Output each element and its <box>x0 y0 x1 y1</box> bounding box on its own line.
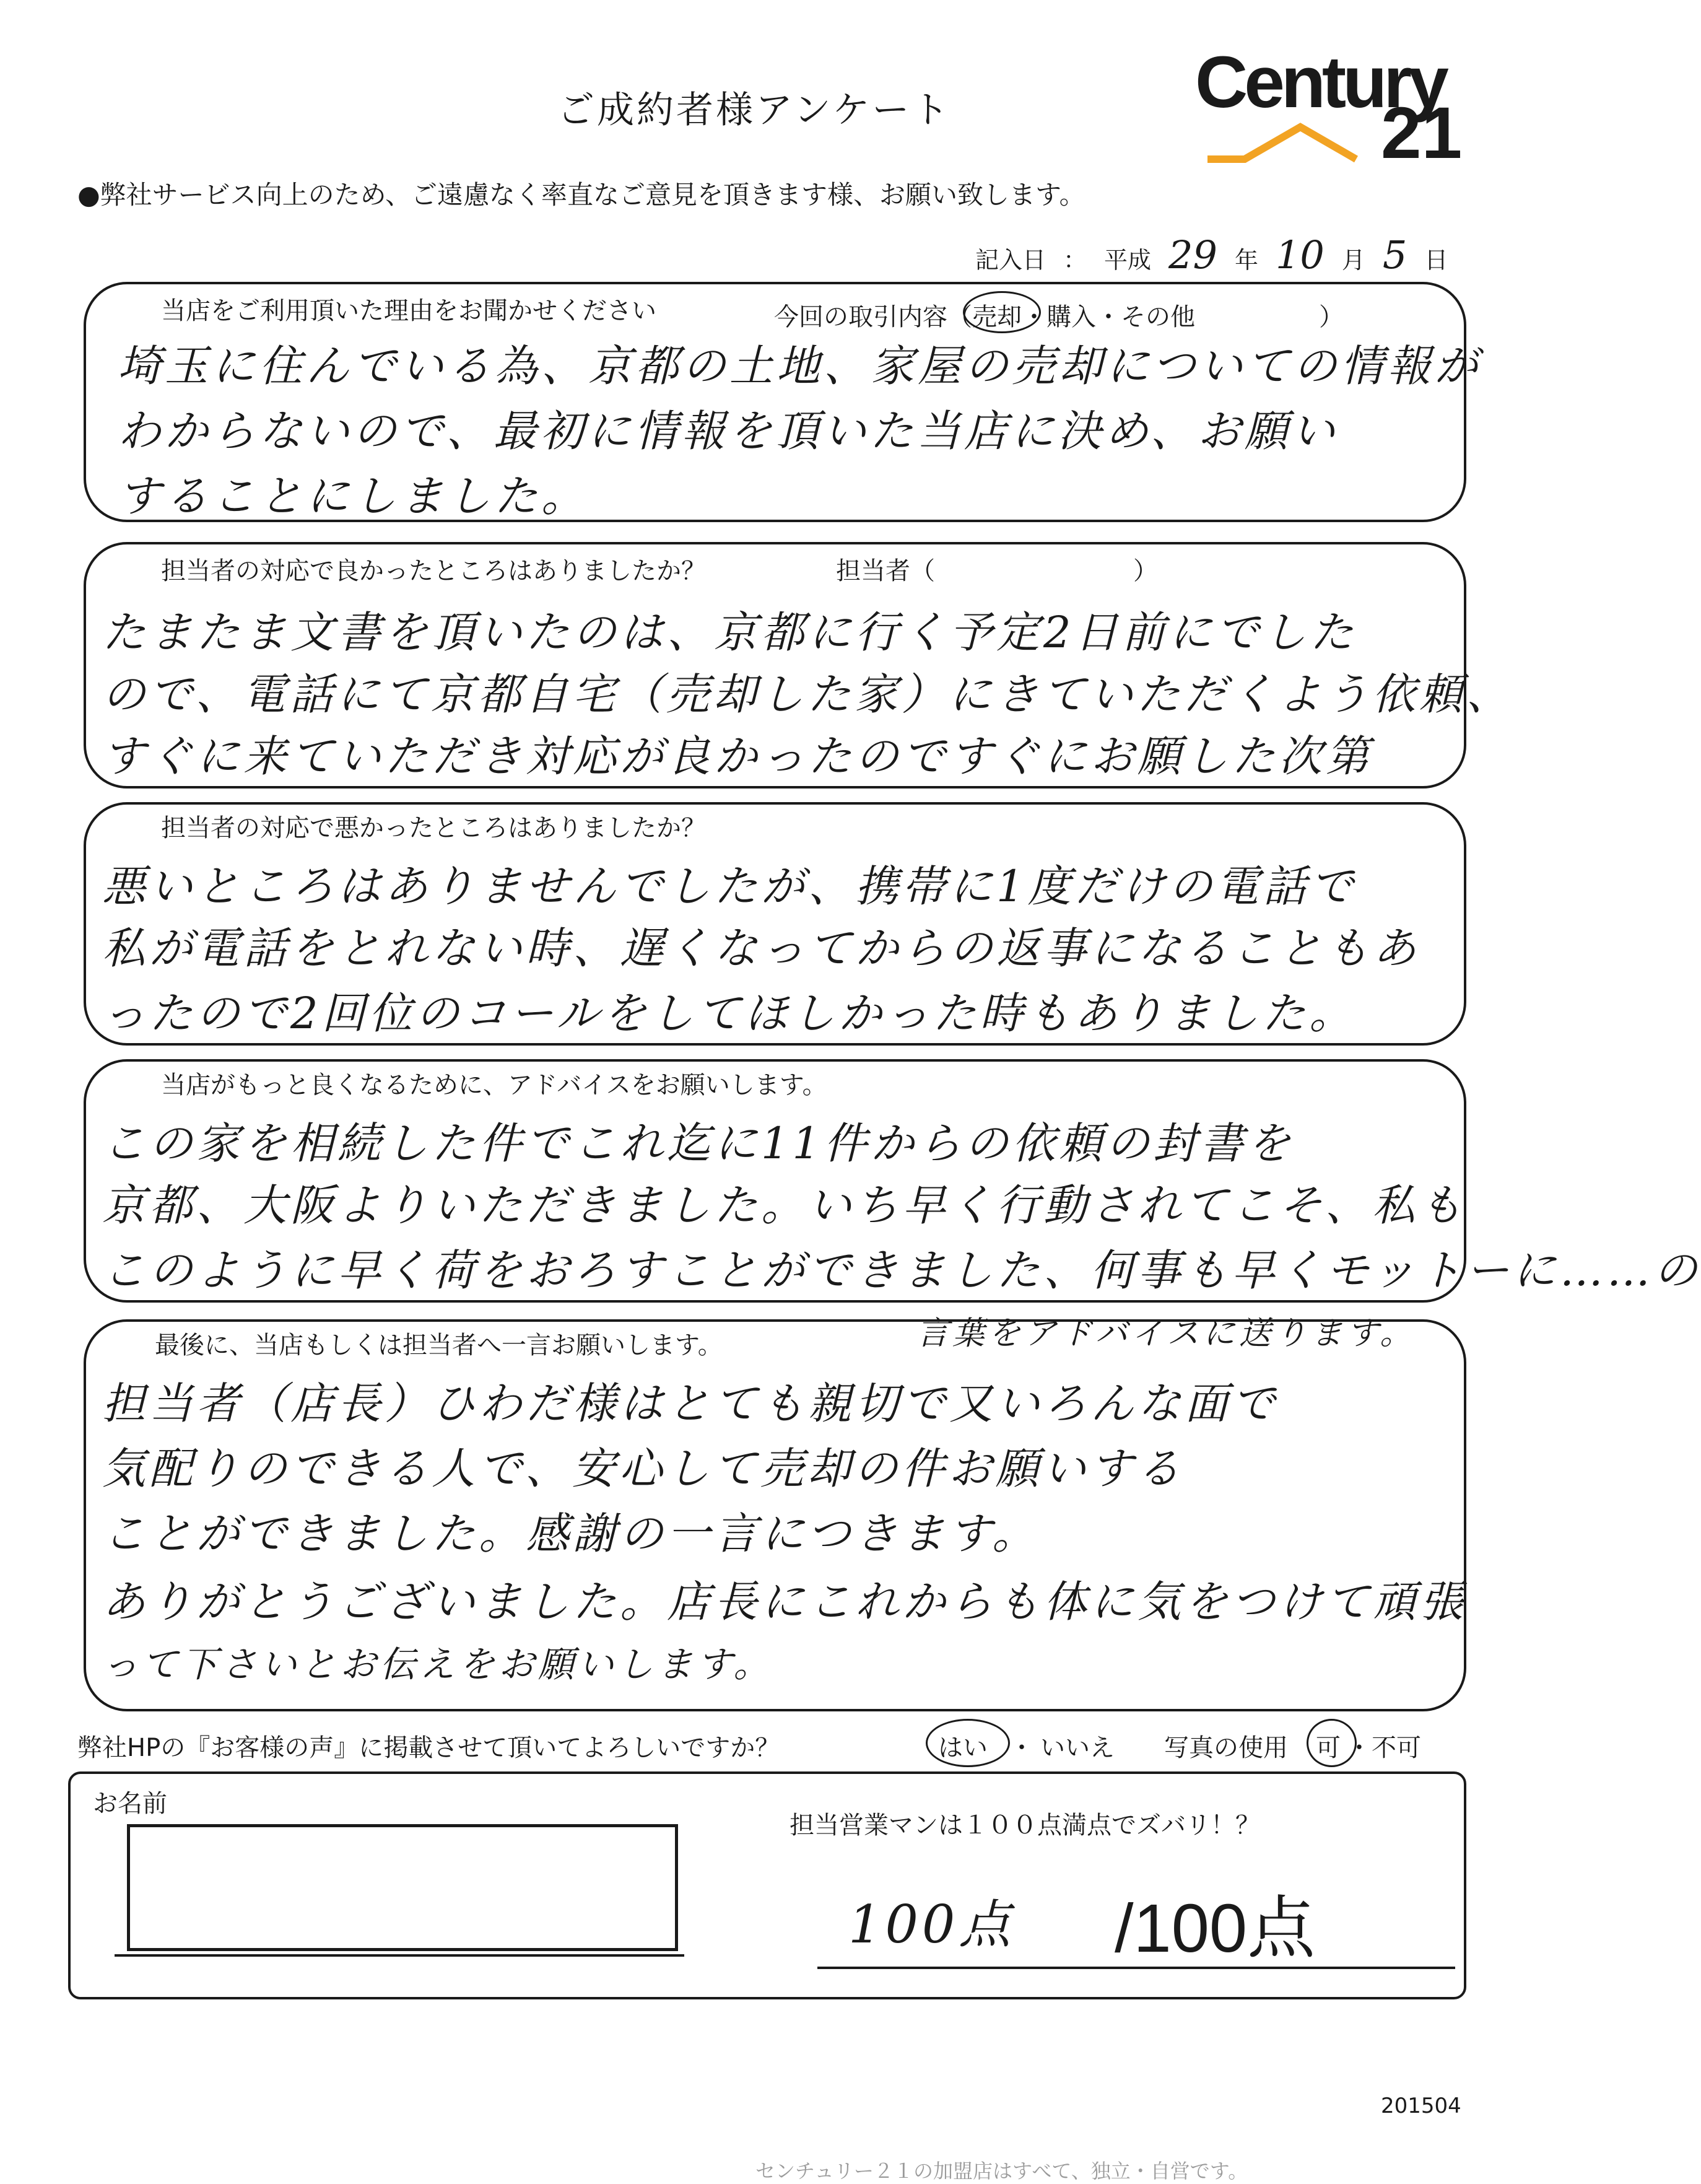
message-line-1: 担当者（店長）ひわだ様はとても親切で又いろんな面で <box>102 1378 1279 1429</box>
good-points-question: 担当者の対応で良かったところはありましたか？ <box>161 557 706 585</box>
page-title: ご成約者様アンケート <box>557 89 952 132</box>
footer-note: センチュリー２１の加盟店はすべて、独立・自営です。 <box>755 2159 1248 2183</box>
name-underline <box>115 1954 684 1957</box>
message-line-3: ことができました。感謝の一言につきます。 <box>102 1508 1039 1559</box>
staff-label: 担当者（ ） <box>836 557 1158 585</box>
consent-no: いいえ <box>1040 1734 1115 1762</box>
message-aside: 言葉をアドバイスに送ります。 <box>916 1315 1416 1352</box>
name-redaction-box <box>127 1824 678 1951</box>
bad-points-question: 担当者の対応で悪かったところはありましたか？ <box>161 814 706 842</box>
bad-points-line-2: 私が電話をとれない時、遅くなってからの返事になることもあ <box>102 923 1420 974</box>
deal-type-label: 今回の取引内容（売却・購入・その他 ） <box>774 303 1344 331</box>
consent-question: 弊社HPの『お客様の声』に掲載させて頂いてよろしいですか？ <box>77 1734 780 1762</box>
entry-date <box>975 232 1465 277</box>
advice-line-1: この家を相続した件でこれ迄に11件からの依頼の封書を <box>102 1118 1295 1169</box>
date-era: 平成 <box>1104 247 1152 274</box>
score-question: 担当営業マンは１００点満点でズバリ！？ <box>790 1811 1260 1840</box>
bad-points-line-3: ったので2回位のコールをしてほしかった時もありました。 <box>102 988 1357 1039</box>
advice-line-3: このように早く荷をおろすことができました、何事も早くモットーに……の <box>102 1245 1701 1296</box>
score-max: /100点 <box>1115 1890 1316 1967</box>
consent-separator: ・ <box>1009 1734 1034 1762</box>
reason-answer-line-1: 埼玉に住んでいる為、京都の土地、家屋の売却についての情報が <box>118 341 1482 391</box>
message-line-2: 気配りのできる人で、安心して売却の件お願いする <box>102 1443 1184 1494</box>
deal-type-selected-circle <box>963 291 1041 333</box>
bad-points-line-1: 悪いところはありませんでしたが、携帯に1度だけの電話で <box>102 861 1357 912</box>
message-line-5: って下さいとお伝えをお願いします。 <box>102 1643 773 1685</box>
photo-separator: ・ <box>1347 1734 1372 1762</box>
date-month-unit: 月 <box>1341 247 1365 274</box>
score-underline <box>817 1967 1455 1969</box>
good-points-line-1: たまたま文書を頂いたのは、京都に行く予定2日前にでした <box>102 607 1357 658</box>
intro-text: ●弊社サービス向上のため、ご遠慮なく率直なご意見を頂きます様、お願い致します。 <box>77 180 1085 210</box>
date-colon: ： <box>1063 247 1087 274</box>
photo-no: 不可 <box>1372 1734 1421 1762</box>
photo-label: 写真の使用 <box>1164 1734 1288 1762</box>
message-line-4: ありがとうございました。店長にこれからも体に気をつけて頑張 <box>102 1576 1467 1627</box>
date-year-unit: 年 <box>1234 247 1258 274</box>
advice-line-2: 京都、大阪よりいただきました。いち早く行動されてこそ、私も <box>102 1180 1466 1231</box>
reason-question: 当店をご利用頂いた理由をお聞かせください <box>161 297 656 325</box>
advice-question: 当店がもっと良くなるために、アドバイスをお願いします。 <box>161 1071 827 1099</box>
date-day: 5 <box>1382 232 1407 277</box>
good-points-line-3: すぐに来ていただき対応が良かったのですぐにお願した次第 <box>102 731 1373 782</box>
date-month: 10 <box>1275 232 1325 277</box>
score-handwritten: 100点 <box>848 1894 1015 1955</box>
good-points-line-2: ので、電話にて京都自宅（売却した家）にきていただくよう依頼、 <box>102 669 1513 720</box>
logo-word: Century <box>1195 41 1445 123</box>
consent-yes-circle <box>926 1719 1010 1767</box>
photo-yes: 可 <box>1316 1734 1341 1762</box>
date-year: 29 <box>1168 232 1217 277</box>
century21-logo <box>1195 40 1486 174</box>
logo-number: 21 <box>1381 92 1463 174</box>
form-code: 201504 <box>1381 2094 1461 2118</box>
name-label: お名前 <box>93 1789 167 1818</box>
date-day-unit: 日 <box>1424 247 1448 274</box>
consent-yes: はい <box>938 1734 988 1762</box>
logo-roof-icon <box>1207 121 1393 164</box>
reason-answer-line-3: することにしました。 <box>118 471 588 522</box>
reason-answer-line-2: わからないので、最初に情報を頂いた当店に決め、お願い <box>118 406 1339 456</box>
date-label: 記入日 <box>975 247 1046 274</box>
message-question: 最後に、当店もしくは担当者へ一言お願いします。 <box>155 1331 723 1360</box>
